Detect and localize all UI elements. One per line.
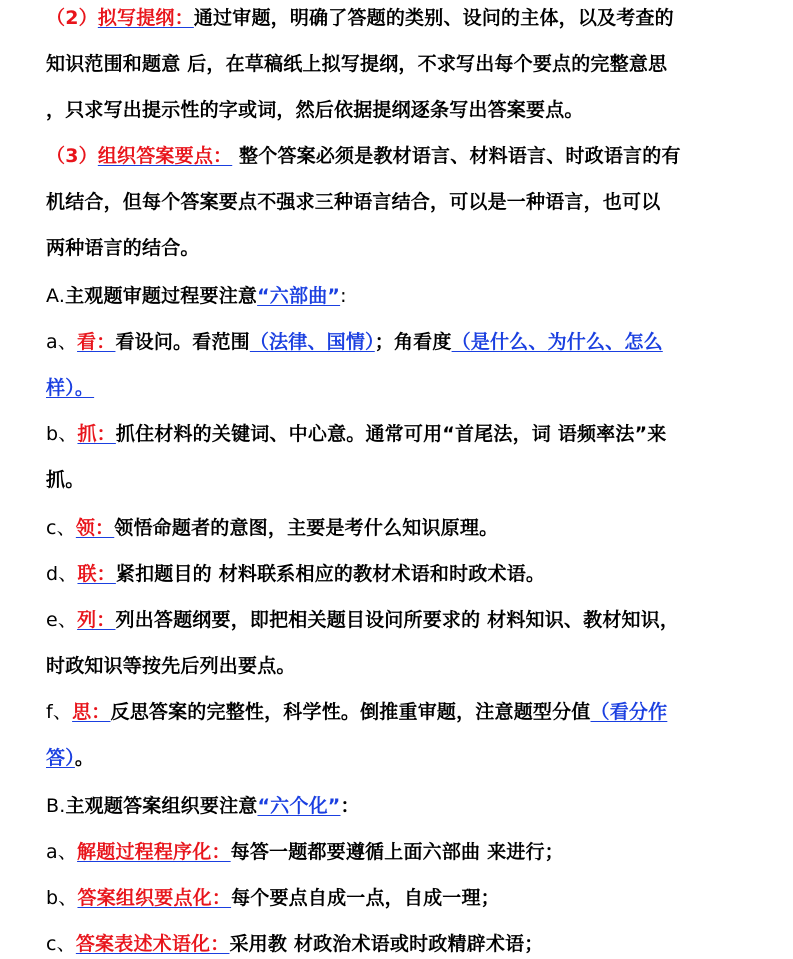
item-f-text1: 反思答案的完整性，科学性。倒推重审题，注意题型分值 bbox=[110, 701, 591, 723]
section2-line3: ，只求写出提示性的字或词，然后依据提纲逐条写出答案要点。 bbox=[46, 99, 584, 121]
item-bb-text: 每个要点自成一点，自成一理； bbox=[231, 887, 500, 909]
item-a-look-line2 bbox=[46, 376, 94, 400]
item-e-list-line1 bbox=[46, 608, 679, 632]
part-b-title: 主观题答案组织要注意 bbox=[65, 795, 258, 817]
item-c-text: 领悟命题者的意图，主要是考什么知识原理。 bbox=[114, 517, 499, 539]
item-f-reflect-line2 bbox=[46, 746, 94, 770]
section3-line2: 机结合，但每个答案要点不强求三种语言结合，可以是一种语言，也可以 bbox=[46, 191, 661, 213]
item-ba-term: 解题过程程序化： bbox=[77, 841, 231, 863]
item-a-term: 看： bbox=[77, 331, 116, 353]
section3-line3: 两种语言的结合。 bbox=[46, 237, 200, 259]
item-bc-text: 采用教 材政治术语或时政精辟术语； bbox=[229, 933, 544, 955]
item-a-angle: （是什么、为什么、怎么 bbox=[451, 331, 663, 353]
section3-term: 组织答案要点： bbox=[97, 145, 233, 167]
item-a-text1: 看设问。看范围 bbox=[115, 331, 250, 353]
section2-line1 bbox=[46, 6, 674, 30]
item-b-a-procedure bbox=[46, 840, 564, 864]
section2-text1: 通过审题，明确了答题的类别、设问的主体，以及考查的 bbox=[193, 7, 674, 29]
item-f-letter: f、 bbox=[46, 701, 73, 723]
section2-term: 拟写提纲： bbox=[97, 7, 194, 29]
item-d-text: 紧扣题目的 材料联系相应的教材术语和时政术语。 bbox=[115, 563, 546, 585]
section2-line2: 知识范围和题意 后，在草稿纸上拟写提纲，不求写出每个要点的完整意思 bbox=[46, 53, 668, 75]
item-f-term: 思： bbox=[72, 701, 111, 723]
part-b-highlight: “六个化” bbox=[257, 795, 341, 817]
part-a-heading bbox=[46, 284, 347, 308]
item-b-text1: 抓住材料的关键词、中心意。通常可用“首尾法，词 语频率法”来 bbox=[115, 423, 667, 445]
part-a-prefix: A. bbox=[46, 285, 66, 307]
item-e-term: 列： bbox=[77, 609, 116, 631]
item-f-end: 。 bbox=[74, 747, 95, 769]
item-b-grasp-line2: 抓。 bbox=[46, 469, 85, 491]
item-d-term: 联： bbox=[77, 563, 116, 585]
item-b-c-terms bbox=[46, 932, 544, 956]
item-ba-text: 每答一题都要遵循上面六部曲 来进行； bbox=[230, 841, 564, 863]
item-c-letter: c、 bbox=[46, 517, 76, 539]
item-a-look-line1 bbox=[46, 330, 663, 354]
part-a-colon: : bbox=[340, 285, 347, 307]
item-f-note: （看分作 bbox=[590, 701, 668, 723]
part-b-colon: ： bbox=[340, 795, 360, 817]
item-f-reflect-line1 bbox=[46, 700, 667, 724]
item-b-letter: b、 bbox=[46, 423, 78, 445]
part-a-highlight: “六部曲” bbox=[257, 285, 341, 307]
item-bc-term: 答案表述术语化： bbox=[75, 933, 230, 955]
item-bb-term: 答案组织要点化： bbox=[77, 887, 232, 909]
item-b-b-points bbox=[46, 886, 500, 910]
item-d-link bbox=[46, 562, 545, 586]
section3-line1 bbox=[46, 144, 681, 168]
part-a-title: 主观题审题过程要注意 bbox=[65, 285, 258, 307]
part-b-prefix: B. bbox=[46, 795, 66, 817]
item-e-letter: e、 bbox=[46, 609, 78, 631]
item-f-note-cont: 答） bbox=[46, 747, 75, 769]
item-e-list-line2: 时政知识等按先后列出要点。 bbox=[46, 655, 296, 677]
item-bb-letter: b、 bbox=[46, 887, 78, 909]
item-c-understand bbox=[46, 516, 498, 540]
item-a-text2: ；角看度 bbox=[374, 331, 452, 353]
item-c-term: 领： bbox=[75, 517, 115, 539]
item-bc-letter: c、 bbox=[46, 933, 76, 955]
item-a-angle-cont: 样）。 bbox=[46, 377, 95, 399]
part-b-heading bbox=[46, 794, 360, 818]
section3-number: （3） bbox=[46, 145, 98, 167]
section3-text1: 整个答案必须是教材语言、材料语言、时政语言的有 bbox=[232, 145, 681, 167]
item-b-term: 抓： bbox=[77, 423, 116, 445]
item-d-letter: d、 bbox=[46, 563, 78, 585]
item-a-letter: a、 bbox=[46, 331, 78, 353]
item-ba-letter: a、 bbox=[46, 841, 78, 863]
item-e-text1: 列出答题纲要，即把相关题目设问所要求的 材料知识、教材知识， bbox=[115, 609, 680, 631]
item-a-scope: （法律、国情） bbox=[249, 331, 375, 353]
section2-number: （2） bbox=[46, 7, 98, 29]
item-b-grasp-line1 bbox=[46, 422, 666, 446]
